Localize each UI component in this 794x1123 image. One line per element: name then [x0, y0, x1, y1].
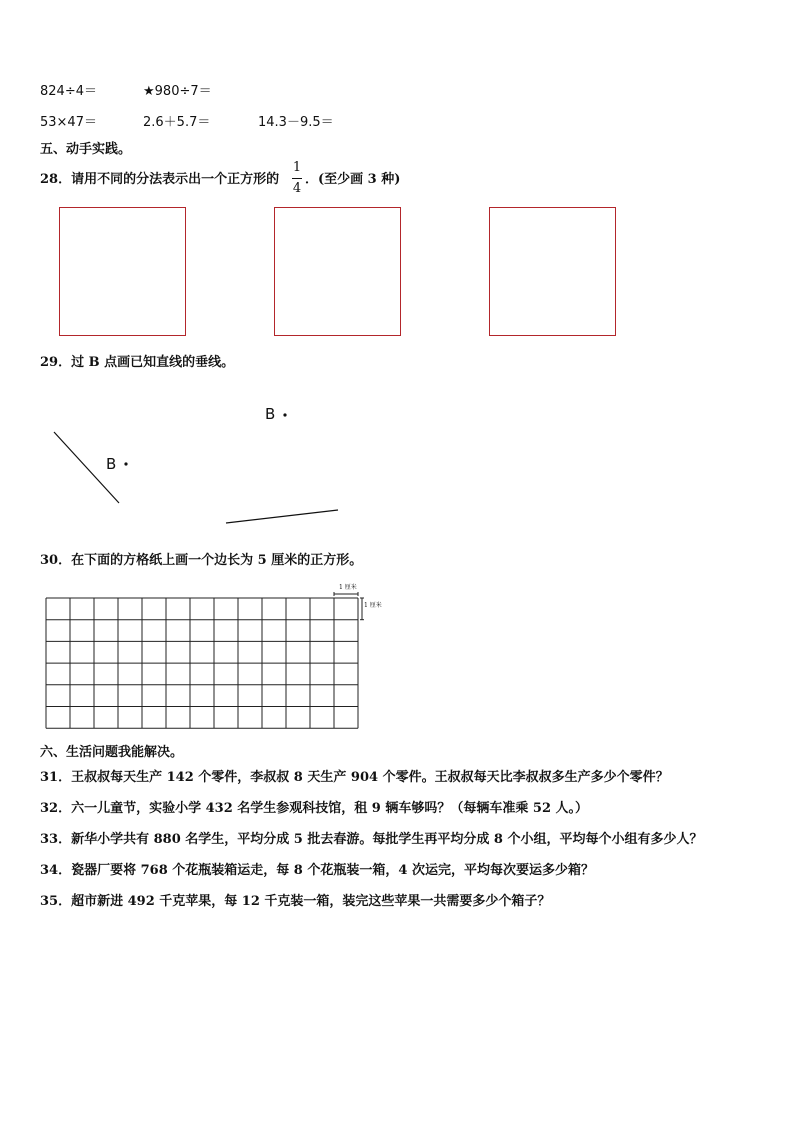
question-number: 28．	[40, 172, 72, 187]
section-heading: 五、动手实践。	[40, 142, 132, 157]
question-29: 29．过 B 点画已知直线的垂线。	[40, 355, 235, 370]
point-label: B	[106, 455, 117, 473]
grid-unit-label-height: 1 厘米	[364, 602, 382, 609]
point-label: B	[265, 405, 276, 423]
word-problem: 33．新华小学共有 880 名学生，平均分成 5 批去春游。每批学生再平均分成 8 个小组，平均每个小组有多少人？	[40, 832, 703, 847]
word-problem: 34．瓷器厂要将 768 个花瓶装箱运走，每 8 个花瓶装一箱，4 次运完，平均每次要运多少箱？	[40, 863, 594, 878]
calc-item: 824÷4＝	[40, 84, 97, 99]
fraction-denominator: 4	[292, 181, 302, 196]
word-problem: 35．超市新进 492 千克苹果，每 12 千克装一箱，装完这些苹果一共需要多少个箱子？	[40, 894, 551, 909]
grid-unit-label-width: 1 厘米	[339, 584, 357, 591]
question-text-tail: ．(至少画 3 种)	[305, 172, 401, 187]
calc-item: 14.3－9.5＝	[258, 115, 334, 130]
word-problem: 31．王叔叔每天生产 142 个零件，李叔叔 8 天生产 904 个零件。王叔叔每天比李叔叔多生产多少个零件？	[40, 770, 669, 785]
word-problem: 32．六一儿童节，实验小学 432 名学生参观科技馆，租 9 辆车够吗？（每辆车准乘 52 人。）	[40, 801, 589, 816]
question-30: 30．在下面的方格纸上画一个边长为 5 厘米的正方形。	[40, 553, 363, 568]
fraction-numerator: 1	[292, 160, 302, 175]
calc-item: 2.6＋5.7＝	[143, 115, 211, 130]
calc-item: ★980÷7＝	[143, 84, 212, 99]
question-text: 请用不同的分法表示出一个正方形的	[71, 172, 280, 187]
calc-item: 53×47＝	[40, 115, 97, 130]
section-heading: 六、生活问题我能解决。	[40, 745, 184, 760]
